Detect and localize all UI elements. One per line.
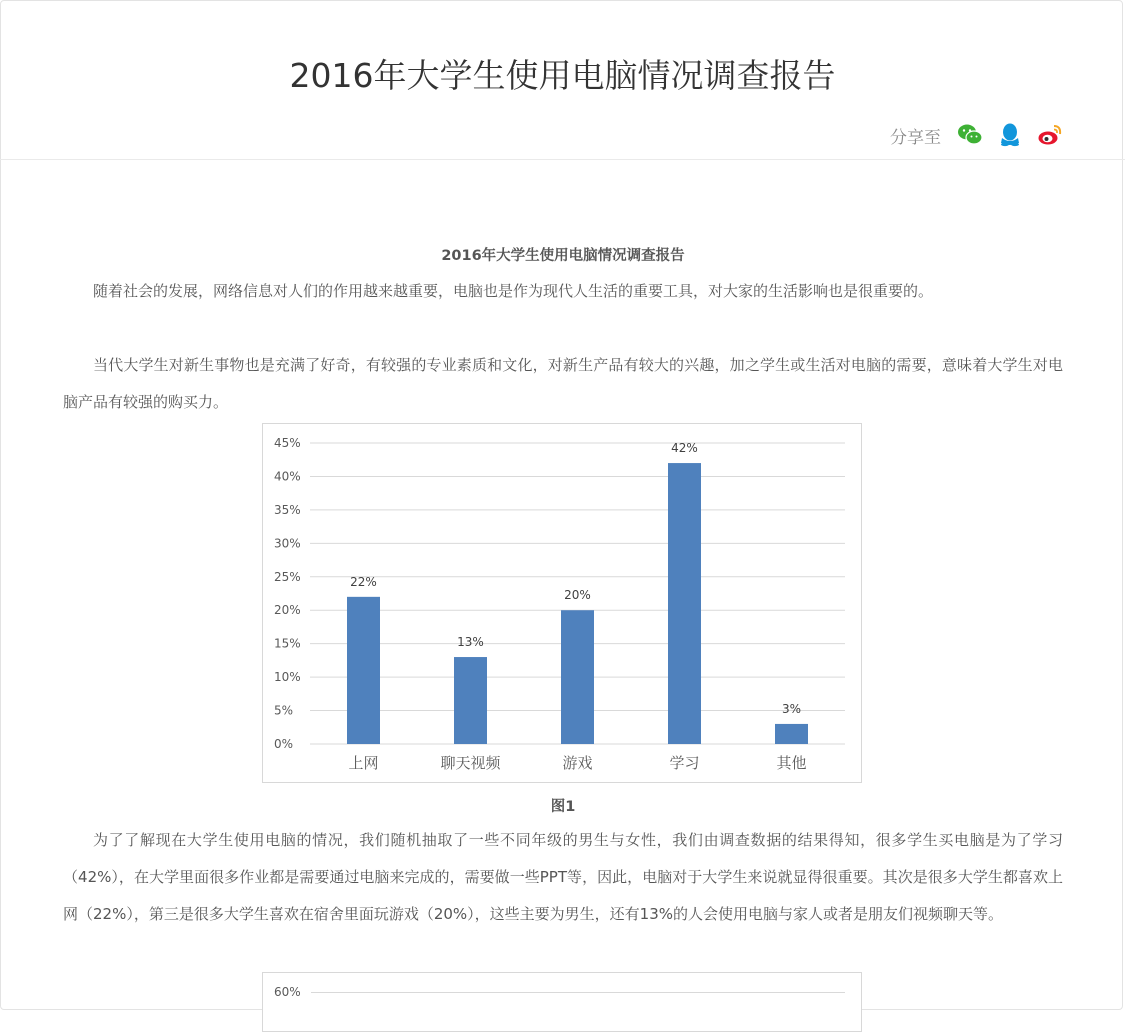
data-label: 20% bbox=[564, 588, 591, 603]
y-tick-label: 35% bbox=[274, 502, 301, 517]
chart-svg bbox=[263, 424, 861, 782]
x-tick-label: 聊天视频 bbox=[440, 754, 501, 772]
weibo-icon[interactable] bbox=[1037, 122, 1063, 148]
header-divider bbox=[0, 159, 1125, 160]
paragraph-3: 为了了解现在大学生使用电脑的情况，我们随机抽取了一些不同年级的男生与女性，我们由调查数据的结果得知，很多学生买电脑是为了学习（42%），在大学里面很多作业都是需要通过电脑来完成的，需要做一些PPT等，因此，电脑对于大学生来说就显得很重要。其次是很多大学生都喜欢上网（22%），第三是很多大学生喜欢在宿舍里面玩游戏（20%），这些主要为男生，还有13%的人会使用电脑与家人或者是朋友们视频聊天等。 bbox=[63, 831, 1063, 923]
y-tick-label: 5% bbox=[274, 703, 294, 718]
y-tick-label: 40% bbox=[274, 469, 301, 484]
second-chart-gridline bbox=[311, 992, 845, 993]
paragraph-1: 随着社会的发展，网络信息对人们的作用越来越重要，电脑也是作为现代人生活的重要工具，对大家的生活影响也是很重要的。 bbox=[93, 282, 934, 300]
usage-bar-chart bbox=[262, 423, 862, 783]
bar bbox=[454, 657, 487, 744]
bar bbox=[561, 610, 594, 744]
x-tick-label: 其他 bbox=[776, 754, 807, 772]
x-tick-label: 学习 bbox=[669, 754, 700, 772]
data-label: 3% bbox=[781, 701, 802, 716]
y-tick-label: 15% bbox=[274, 636, 301, 651]
share-bar bbox=[890, 122, 1063, 148]
figure-caption: 图1 bbox=[550, 799, 576, 815]
y-tick-label: 45% bbox=[274, 436, 301, 450]
wechat-icon[interactable] bbox=[957, 122, 983, 148]
bar bbox=[668, 463, 701, 744]
x-tick-label: 游戏 bbox=[562, 754, 593, 772]
second-chart-tick: 60% bbox=[274, 985, 301, 999]
y-tick-label: 10% bbox=[274, 670, 301, 685]
y-tick-label: 25% bbox=[274, 569, 301, 584]
page-title: 2016年大学生使用电脑情况调查报告 bbox=[289, 56, 836, 95]
data-label: 22% bbox=[350, 574, 377, 589]
y-tick-label: 30% bbox=[274, 536, 301, 551]
x-tick-label: 上网 bbox=[348, 754, 379, 772]
share-label: 分享至 bbox=[890, 127, 941, 148]
article-title: 2016年大学生使用电脑情况调查报告 bbox=[441, 248, 685, 264]
second-chart bbox=[262, 972, 862, 1032]
paragraph-2: 当代大学生对新生事物也是充满了好奇，有较强的专业素质和文化，对新生产品有较大的兴趣，加之学生或生活对电脑的需要，意味着大学生对电脑产品有较强的购买力。 bbox=[63, 356, 1063, 411]
data-label: 42% bbox=[671, 441, 698, 456]
y-tick-label: 0% bbox=[274, 737, 294, 751]
y-tick-label: 20% bbox=[274, 603, 301, 618]
data-label: 13% bbox=[457, 635, 484, 650]
bar bbox=[775, 724, 808, 744]
qq-icon[interactable] bbox=[997, 122, 1023, 148]
bar bbox=[347, 597, 380, 744]
